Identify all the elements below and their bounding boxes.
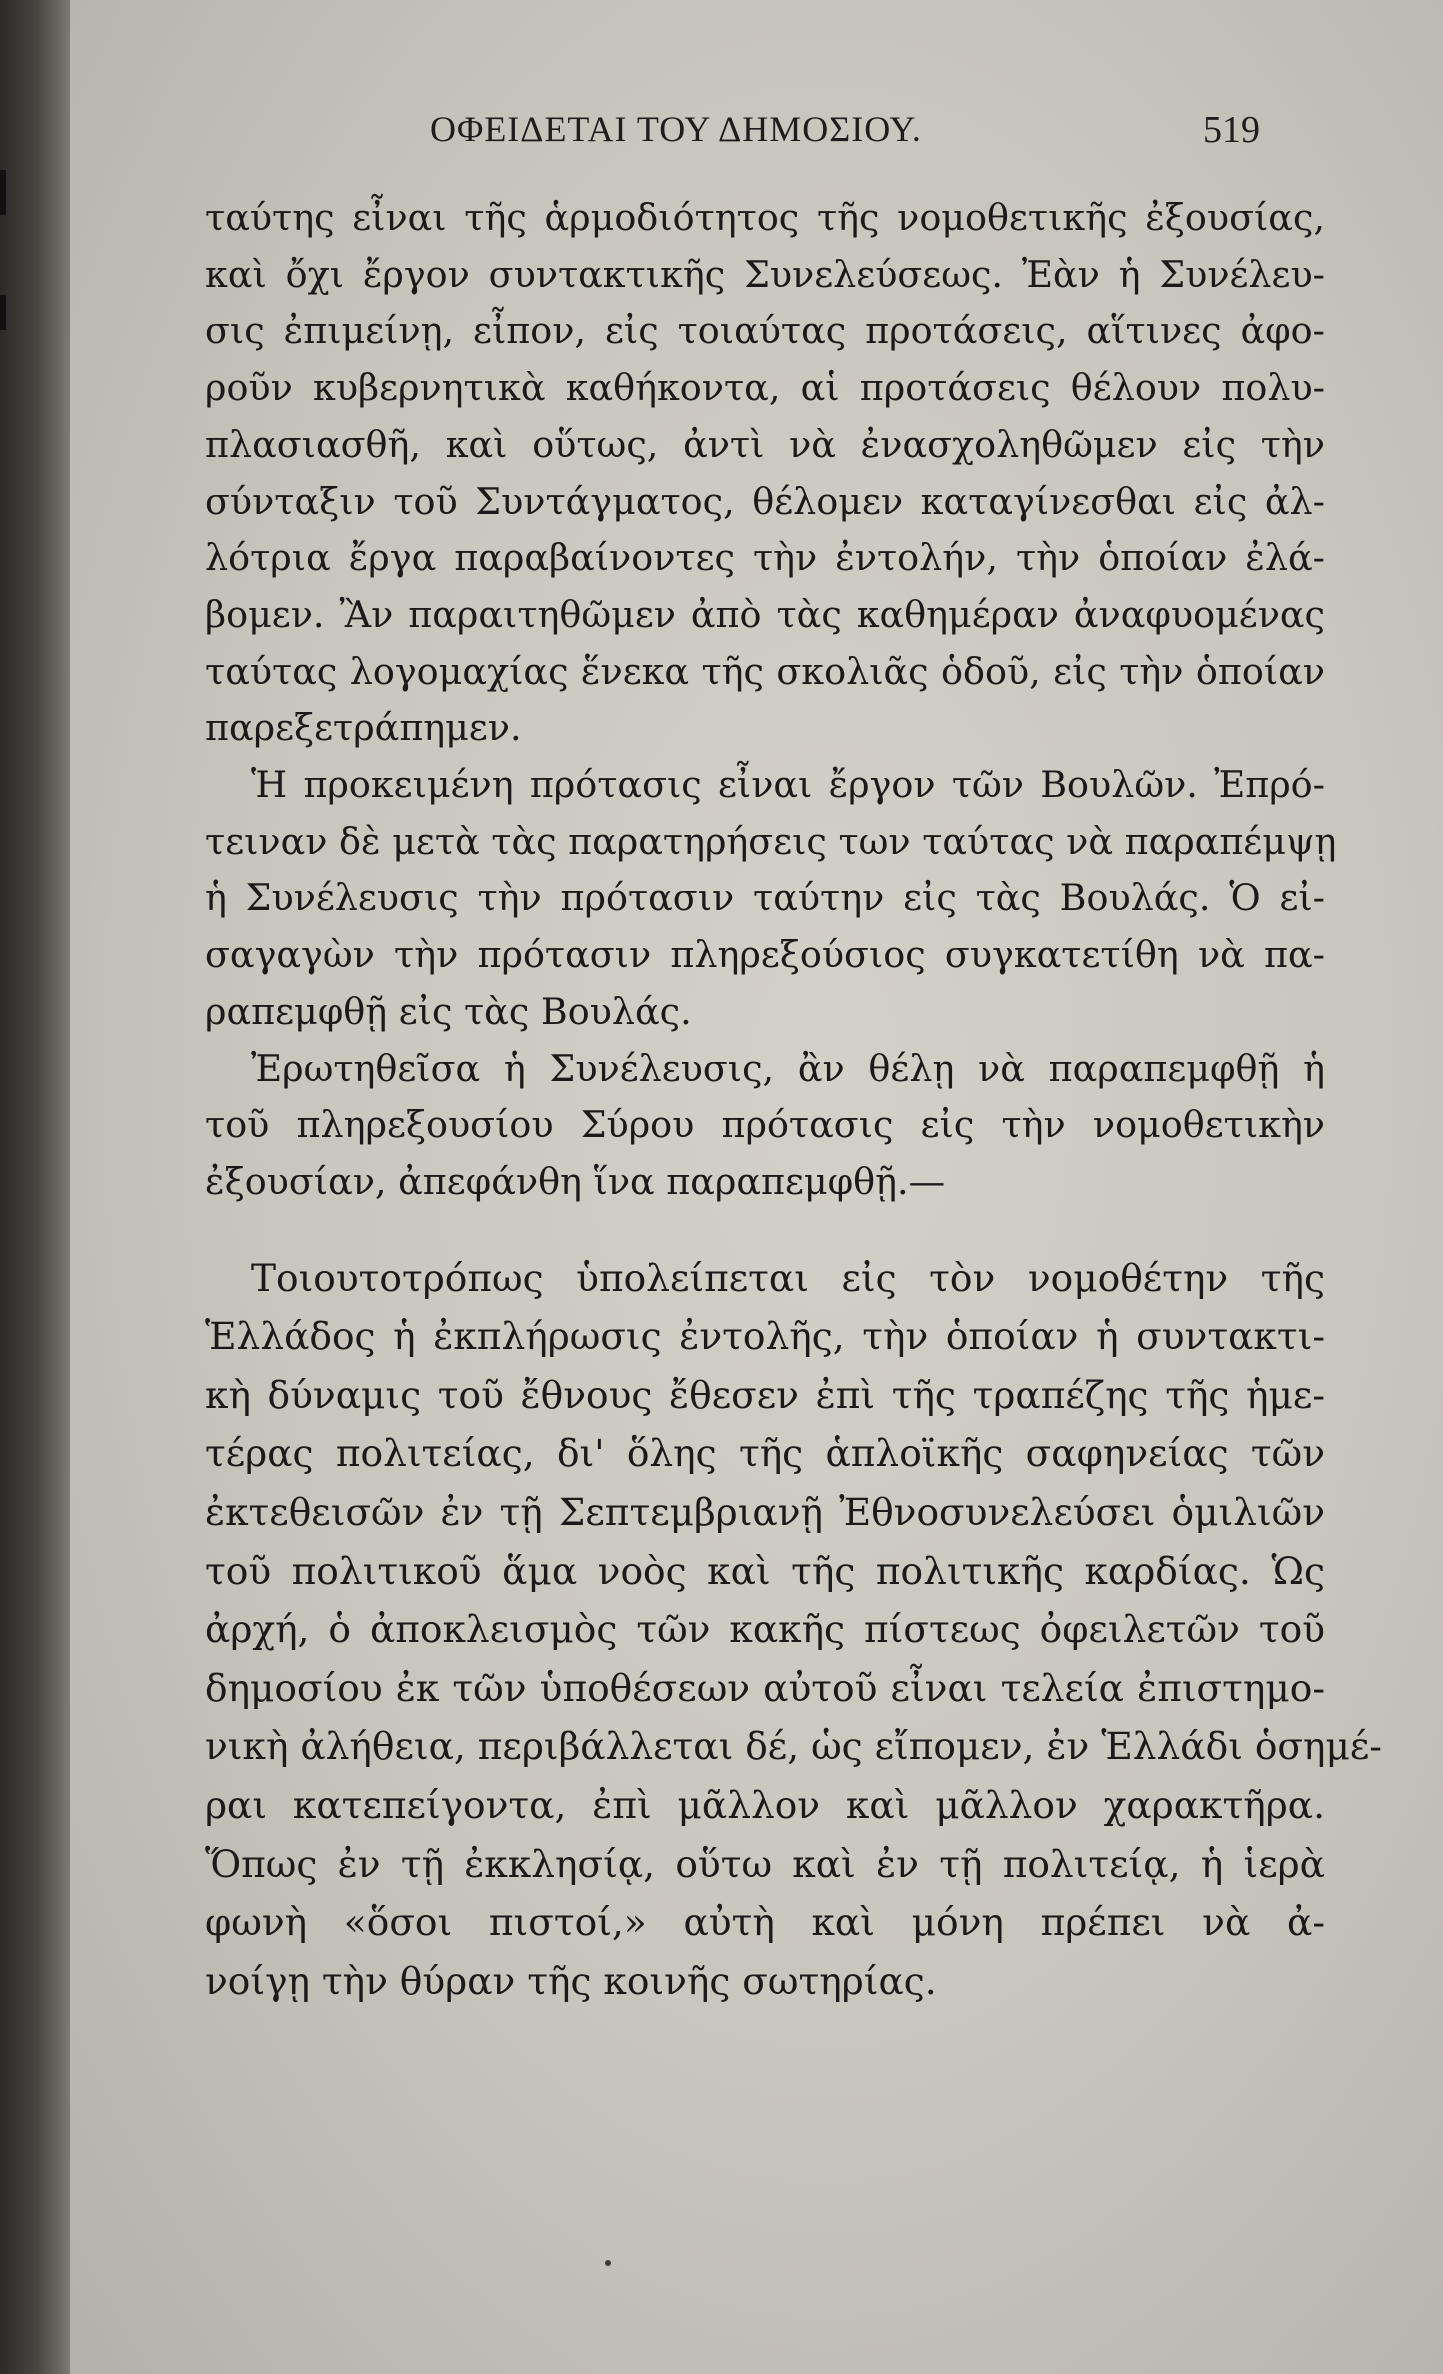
gutter-mark-top [0, 170, 6, 215]
text-line: Ὅπως ἐν τῇ ἐκκλησίᾳ, οὕτω καὶ ἐν τῇ πολιτείᾳ, ἡ ἱερὰ [205, 1841, 1325, 1886]
section-gap [205, 1211, 1325, 1249]
text-line: νικὴ ἀλήθεια, περιβάλλεται δέ, ὡς εἴπομεν, ἐν Ἑλλάδι ὁσημέ- [205, 1724, 1382, 1769]
paragraph [205, 190, 1325, 757]
text-line: λότρια ἔργα παραβαίνοντες τὴν ἐντολήν, τὴν ὁποίαν ἐλά- [205, 536, 1325, 580]
text-line: παρεξετράπημεν. [205, 706, 522, 750]
text-line: πλασιασθῆ, καὶ οὕτως, ἀντὶ νὰ ἐνασχοληθῶμεν εἰς τὴν [205, 422, 1325, 466]
text-line: Ἡ προκειμένη πρότασις εἶναι ἔργον τῶν Βουλῶν. Ἐπρό- [251, 763, 1325, 807]
paragraph [205, 1041, 1325, 1211]
page-header [130, 108, 1260, 168]
paragraph [205, 1249, 1382, 2011]
running-head: ΟΦΕΙΔΕΤΑΙ ΤΟΥ ΔΗΜΟΣΙΟΥ. [430, 109, 922, 149]
text-line: ἐξουσίαν, ἀπεφάνθη ἵνα παραπεμφθῇ.— [205, 1159, 946, 1203]
stray-ink-dot [605, 2260, 611, 2266]
text-line: Ἑλλάδος ἡ ἐκπλήρωσις ἐντολῆς, τὴν ὁποίαν ἡ συντακτι- [205, 1314, 1325, 1359]
text-line: τοῦ πολιτικοῦ ἅμα νοὸς καὶ τῆς πολιτικῆς καρδίας. Ὡς [205, 1548, 1325, 1593]
page-number: 519 [1203, 109, 1260, 151]
text-line: βομεν. Ἂν παραιτηθῶμεν ἀπὸ τὰς καθημέραν ἀναφυομένας [205, 592, 1325, 636]
text-line: καὶ ὄχι ἔργον συντακτικῆς Συνελεύσεως. Ἐὰν ἡ Συνέλευ- [205, 252, 1325, 296]
text-line: τειναν δὲ μετὰ τὰς παρατηρήσεις των ταύτας νὰ παραπέμψῃ [205, 819, 1337, 863]
text-line: δημοσίου ἐκ τῶν ὑποθέσεων αὐτοῦ εἶναι τελεία ἐπιστημο- [205, 1665, 1325, 1710]
text-line: φωνὴ «ὅσοι πιστοί,» αὐτὴ καὶ μόνη πρέπει νὰ ἀ- [205, 1900, 1325, 1945]
text-line: ραι κατεπείγοντα, ἐπὶ μᾶλλον καὶ μᾶλλον χαρακτῆρα. [205, 1783, 1325, 1827]
text-line: ἡ Συνέλευσις τὴν πρότασιν ταύτην εἰς τὰς Βουλάς. Ὁ εἰ- [205, 876, 1325, 920]
text-line: ταύτης εἶναι τῆς ἁρμοδιότητος τῆς νομοθετικῆς ἐξουσίας, [205, 196, 1325, 239]
gutter-mark-middle [0, 295, 6, 330]
text-line: τοῦ πληρεξουσίου Σύρου πρότασις εἰς τὴν νομοθετικὴν [205, 1103, 1325, 1147]
paragraph [205, 757, 1337, 1041]
text-line: νοίγῃ τὴν θύραν τῆς κοινῆς σωτηρίας. [205, 1958, 937, 2003]
text-line: ἀρχή, ὁ ἀποκλεισμὸς τῶν κακῆς πίστεως ὀφειλετῶν τοῦ [205, 1607, 1325, 1652]
text-line: ταύτας λογομαχίας ἕνεκα τῆς σκολιᾶς ὁδοῦ, εἰς τὴν ὁποίαν [205, 649, 1325, 693]
text-line: σύνταξιν τοῦ Συντάγματος, θέλομεν καταγίνεσθαι εἰς ἀλ- [205, 479, 1325, 523]
page-body [205, 190, 1382, 2010]
text-line: ἐκτεθεισῶν ἐν τῇ Σεπτεμβριανῇ Ἐθνοσυνελεύσει ὁμιλιῶν [205, 1490, 1325, 1535]
book-gutter [0, 0, 70, 2374]
text-line: ραπεμφθῇ εἰς τὰς Βουλάς. [205, 989, 692, 1033]
text-line: ροῦν κυβερνητικὰ καθήκοντα, αἱ προτάσεις θέλουν πολυ- [205, 366, 1325, 410]
text-line: κὴ δύναμις τοῦ ἔθνους ἔθεσεν ἐπὶ τῆς τραπέζης τῆς ἡμε- [205, 1372, 1325, 1417]
text-line: Ἐρωτηθεῖσα ἡ Συνέλευσις, ἂν θέλῃ νὰ παραπεμφθῇ ἡ [251, 1046, 1325, 1090]
text-line: Τοιουτοτρόπως ὑπολείπεται εἰς τὸν νομοθέτην τῆς [251, 1255, 1325, 1300]
text-line: τέρας πολιτείας, δι' ὅλης τῆς ἁπλοϊκῆς σαφηνείας τῶν [205, 1431, 1325, 1476]
text-line: σις ἐπιμείνῃ, εἶπον, εἰς τοιαύτας προτάσεις, αἵτινες ἀφο- [205, 309, 1325, 353]
text-line: σαγαγὼν τὴν πρότασιν πληρεξούσιος συγκατετίθη νὰ πα- [205, 933, 1325, 977]
